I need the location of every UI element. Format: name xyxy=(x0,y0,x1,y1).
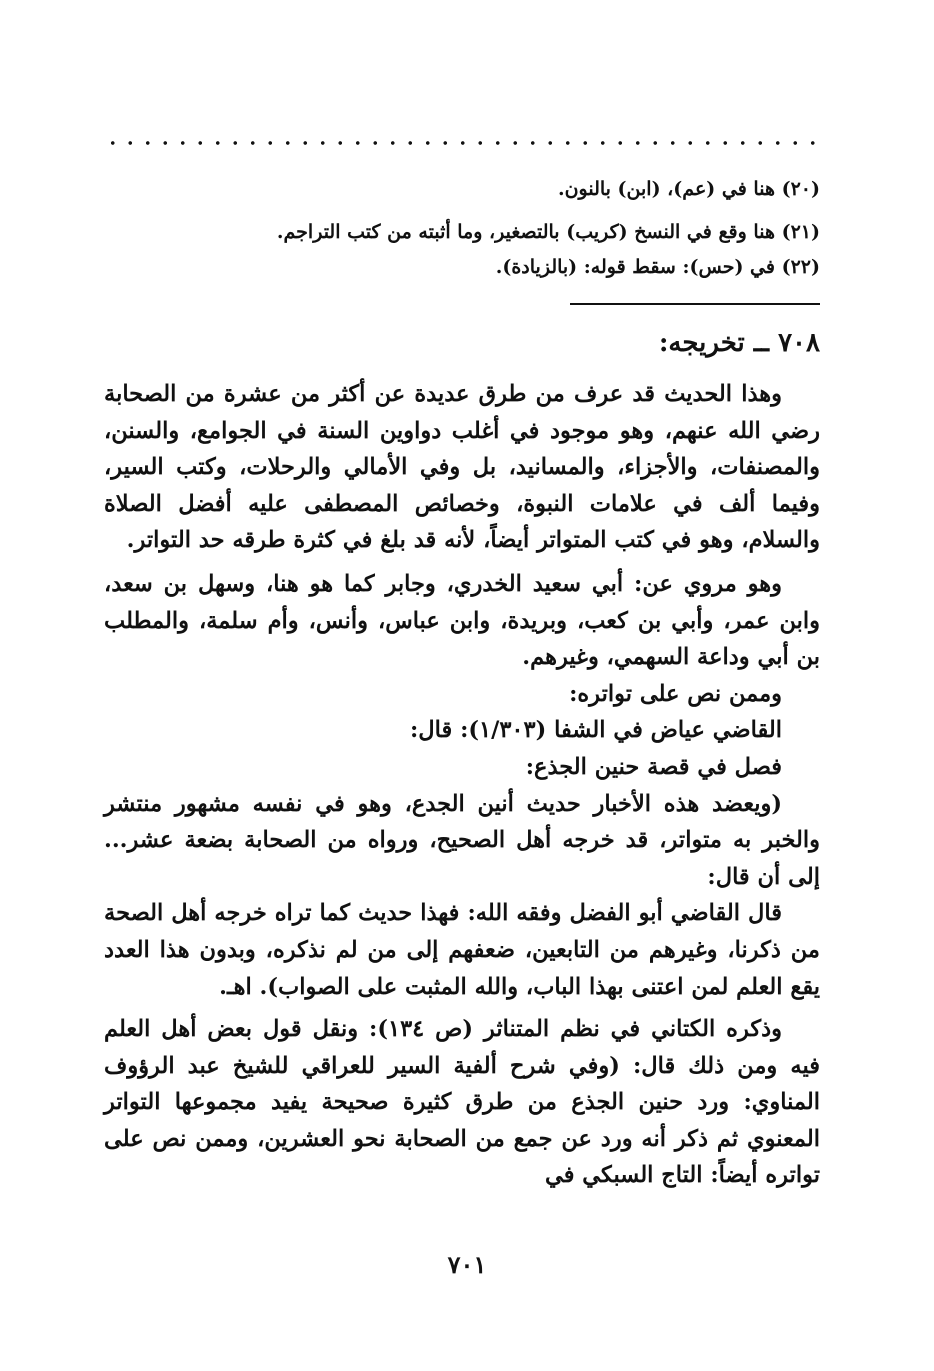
main-text xyxy=(104,376,820,1194)
page-number: ٧٠١ xyxy=(447,1250,487,1279)
paragraph-tawatur-label: وممن نص على تواتره: xyxy=(569,680,782,707)
paragraph-intro: وهذا الحديث قد عرف من طرق عديدة عن أكثر من عشرة من الصحابة رضي الله عنهم، وهو موجود في أغلب دواوين السنة في الجوامع، والسنن، والمصنفات، والأجزاء، والمسانيد، بل وفي الأمالي والرحلات، وكتب السير، وفيما ألف في علامات النبوة، وخصائص المصطفى عليه أفضل الصلاة والسلام، وهو في كتب المتواتر أيضاً، لأنه قد بلغ في كثرة طرقه حد التواتر. xyxy=(104,381,820,554)
paragraph-abu-fadl: قال القاضي أبو الفضل وفقه الله: فهذا حديث كما تراه خرجه أهل الصحة من ذكرنا، وغيرهم من التابعين، ضعفهم إلى من لم نذكره، وبدون هذا العدد يقع العلم لمن اعتنى بهذا الباب، والله المثبت على الصواب). اهـ. xyxy=(104,900,820,1000)
paragraph-narrators: وهو مروي عن: أبي سعيد الخدري، وجابر كما هو هنا، وسهل بن سعد، وابن عمر، وأبي بن كعب، وبريدة، وابن عباس، وأنس، وأم سلمة، والمطلب بن أبي وداعة السهمي، وغيرهم. xyxy=(104,570,820,671)
section-heading: ٧٠٨ ــ تخريجه: xyxy=(658,328,820,358)
dotted-separator xyxy=(104,140,820,146)
footnote-20: (٢٠) هنا في (عم)، (ابن) بالنون. xyxy=(557,178,820,200)
footnote-21: (٢١) هنا وقع في النسخ (كريب) بالتصغير، وما أثبته من كتب التراجم. xyxy=(276,221,820,243)
paragraph-quote: (ويعضد هذه الأخبار حديث أنين الجدع، وهو في نفسه مشهور منتشر والخبر به متواتر، قد خرجه أهل الصحيح، ورواه من الصحابة بضعة عشر... إلى أن قال: xyxy=(104,790,820,890)
paragraph-fasl: فصل في قصة حنين الجذع: xyxy=(525,753,782,780)
footnote-rule xyxy=(570,303,820,305)
paragraph-qadi-iyad: القاضي عياض في الشفا (١/٣٠٣): قال: xyxy=(409,717,782,744)
paragraph-kattani: وذكره الكتاني في نظم المتناثر (ص ١٣٤): ونقل قول بعض أهل العلم فيه ومن ذلك قال: (وفي شرح ألفية السير للعراقي للشيخ عبد الرؤوف المناوي: ورد حنين الجذع من طرق كثيرة صحيحة يفيد مجموعها التواتر المعنوي ثم ذكر أنه ورد عن جمع من الصحابة نحو العشرين، وممن نص على تواتره أيضاً: التاج السبكي في xyxy=(104,1016,820,1189)
footnote-22: (٢٢) في (حس): سقط قوله: (بالزيادة). xyxy=(495,256,820,278)
